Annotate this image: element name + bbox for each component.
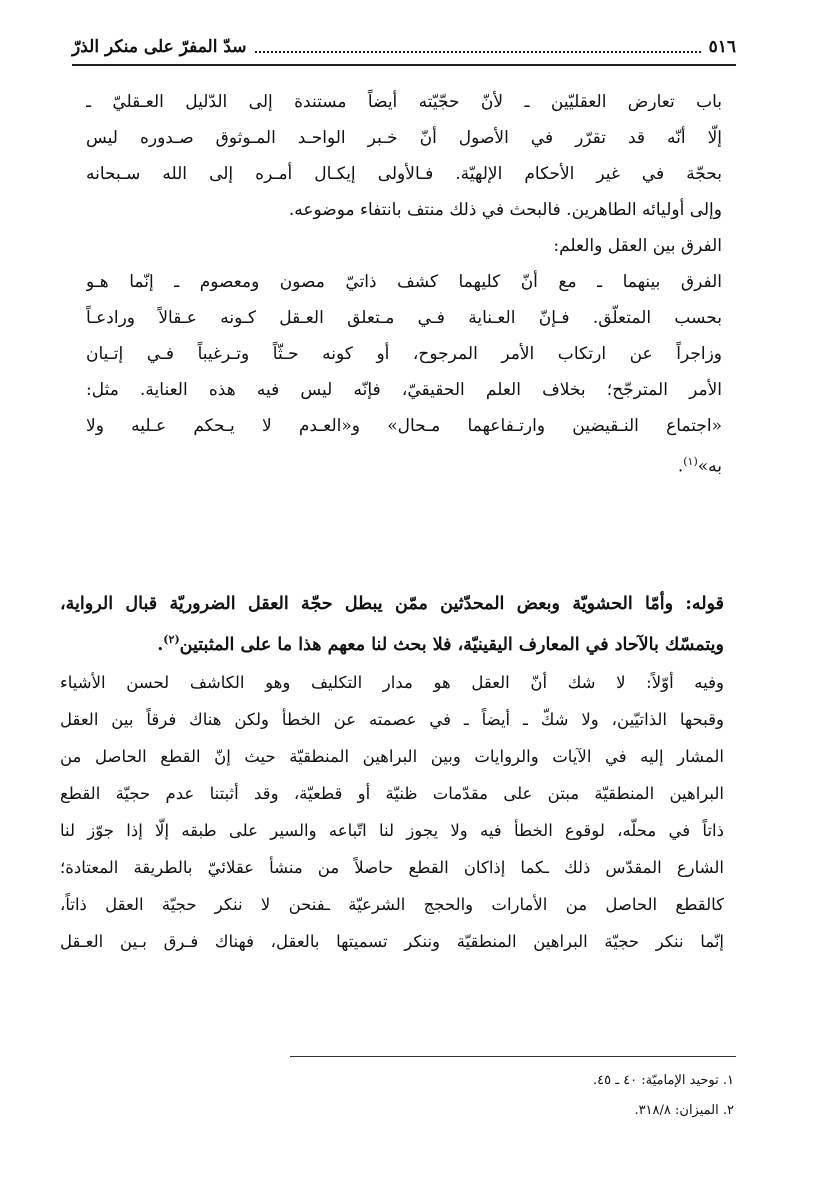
footnote-divider [290,1056,736,1057]
quoted-passage [86,84,722,480]
running-header [72,32,736,62]
text-line: «اجتماع النـقيضين وارتـفاعهما مـحال» و«العـدم لا يـحكم عـليه ولا [86,416,722,436]
header-divider [72,64,736,66]
text-line: بحجّة في غير الأحكام الإلهيّة. فـالأولى إيكـال أمـره إلى الله سـبحانه [86,164,722,184]
running-title: سدّ المفرّ على منكر الذرّ [72,37,247,57]
text-line-last: ويتمسّك بالآحاد في المعارف اليقينيّة، فلا بحث لنا معهم هذا ما على المثبتين$^{(٢)}$. [157,633,724,655]
text-line: البراهين المنطقيّة مبتن على مقدّمات ظنيّة أو قطعيّة، وقد أثبتنا عدم حجيّة القطع [60,784,724,803]
header-dot-leader [255,51,701,53]
footnotes [334,1066,734,1126]
text-line: وزاجراً عن ارتكاب الأمر المرجوح، أو كونه حـثّاً وتـرغيباً فـي إتـيان [86,344,722,364]
text-line: الفرق بينهما ـ مع أنّ كليهما كشف ذاتيّ مصون ومعصوم ـ إنّما هـو [86,272,722,292]
text-fragment: ويتمسّك بالآحاد في المعارف اليقينيّة، فلا بحث لنا معهم هذا ما على المثبتين [179,634,724,655]
footnote-ref-1: (١) [683,455,698,468]
page-number: ٥١٦ [708,37,736,57]
text-line: بحسب المتعلّق. فـإنّ العـناية فـي مـتعلق العـقل كـونه عـقالاً ورادعـاً [86,308,722,328]
text-line: ذاتاً في محلّه، لوقوع الخطأ فيه ولا يجوز لنا اتّباعه والسير على طبقه إلّا إذا جوّز لنا [60,821,724,840]
text-line: المشار إليه في الآيات والروايات وبين البراهين المنطقيّة حيث إنّ القطع الحاصل من [60,747,724,766]
footnote-ref-2: (٢) [163,633,180,646]
text-line: الأمر المترجّح؛ بخلاف العلم الحقيقيّ، فإنّه ليس فيه هذه العناية. مثل: [86,380,722,400]
text-line: إنّما ننكر حجيّة البراهين المنطقيّة وننكر تسميتها بالعقل، فهناك فـرق بـين العـقل [60,932,724,951]
text-line: وفيه أوّلاً: لا شك أنّ العقل هو مدار التكليف وهو الكاشف لحسن الأشياء [60,673,724,692]
subheading: الفرق بين العقل والعلم: [553,236,722,256]
text-line: إلّا أنّه قد تقرّر في الأصول أنّ خـبر الواحـد المـوثوق صـدوره ليس [86,128,722,148]
text-line: وقبحها الذاتيّين، ولا شكّ ـ أيضاً ـ في عصمته عن الخطأ ولكن هناك فرقاً بين العقل [60,710,724,729]
author-quote [60,586,724,658]
text-fragment: به» [697,456,722,477]
footnote-1: ١. توحيد الإماميّة: ٤٠ ـ ٤٥. [593,1073,734,1088]
footnote-2: ٢. الميزان: ٣١٨/٨. [634,1103,734,1118]
text-line: الشارع المقدّس ذلك ـكما إذاكان القطع حاصلاً من منشأ عقلائيّ بالطريقة المعتادة؛ [60,858,724,877]
text-line: كالقطع الحاصل من الأمارات والحجج الشرعيّة ـفنحن لا ننكر حجيّة العقل ذاتاً، [60,895,724,914]
text-line: باب تعارض العقليّين ـ لأنّ حجّيّته أيضاً مستندة إلى الدّليل العـقليّ ـ [86,92,722,112]
text-line: قوله: وأمّا الحشويّة وبعض المحدّثين ممّن يبطل حجّة العقل الضروريّة قبال الرواية، [60,594,724,614]
text-line: وإلى أوليائه الطاهرين. فالبحث في ذلك منتف بانتفاء موضوعه. [288,200,722,220]
text-line-last: به»$^{(١)}$. [677,455,722,477]
commentary-paragraph [60,664,724,960]
